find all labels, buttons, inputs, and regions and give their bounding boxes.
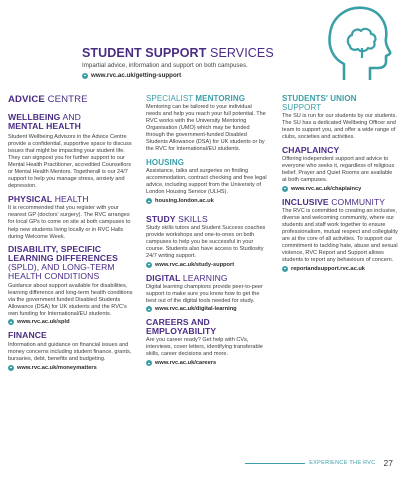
header-link[interactable] [82,72,181,79]
link-arrow-icon [146,262,152,268]
link-arrow-icon [82,73,88,79]
page-number: 27 [383,458,393,468]
page-header [0,0,403,86]
inclusive-community-text: The RVC is committed to creating an inclusive, diverse and welcoming community, where our students and staff work together to ensure professionalism, mutual respect and collegiality are at the core of all activities. To support our commitment to tackling hate, abuse and sexual violence, RVC Report and Support allows students to report any behaviours of concern. [282,207,398,264]
students-union-heading: STUDENTS' UNION SUPPORT [282,94,357,112]
footer-rule [245,463,305,464]
study-support-link[interactable]: www.rvc.ac.uk/study-support [146,262,268,268]
digital-learning-text: Digital learning champions provide peer-to-peer support to make sure you know how to get the best out of the digital tools needed for study. [146,283,263,304]
housing-heading: HOUSING [146,158,185,168]
link-arrow-icon [8,365,14,371]
chaplaincy-text: Offering independent support and advice to everyone who seeks it, regardless of religious belief. Prayer and Quiet Rooms are available at both campuses. [282,156,395,184]
mentoring-heading: SPECIALIST MENTORING [146,94,246,103]
disability-heading: DISABILITY, SPECIFIC LEARNING DIFFERENCES (SPLD), AND LONG-TERM HEALTH CONDITIONS [8,243,118,281]
report-and-support-link[interactable]: reportandsupport.rvc.ac.uk [282,266,398,272]
study-skills-heading: STUDY SKILLS [146,214,208,225]
footer-section-label: EXPERIENCE THE RVC [309,460,376,466]
inclusive-community-heading: INCLUSIVE COMMUNITY [282,196,386,207]
careers-text: Are you career ready? Get help with CVs, interviews, cover letters, identifying transferable skills, career decisions and more. [146,337,263,358]
digital-learning-heading: DIGITAL LEARNING [146,272,228,283]
chaplaincy-link[interactable]: www.rvc.ac.uk/chaplaincy [282,186,398,192]
title-light: SERVICES [206,46,274,60]
link-arrow-icon [146,360,152,366]
disability-text: Guidance about support available for disabilities, learning difference and long-term health conditions via the government funded Disabled Students Allowance (DSA) for UK students and the RVC's own funding for International/EU students. [8,282,133,317]
mentoring-text: Mentoring can be tailored to your individual needs and help you reach your full potential. The RVC works with the University Mentoring Organisation (UMO) which may be funded through the government-funded Disabled Students Allowance (DSA) for UK students or by the RVC for International/EU students. [146,104,266,153]
wellbeing-heading: WELLBEING AND MENTAL HEALTH [8,112,81,131]
link-arrow-icon [146,198,152,204]
link-arrow-icon [282,266,288,272]
header-link-text: www.rvc.ac.uk/getting-support [91,72,182,79]
students-union-text: The SU is run for our students by our students. The SU has a dedicated Wellbeing Officer and team to support you, and offer a wide range of clubs, societies and activities. [282,113,398,141]
finance-heading: FINANCE [8,330,47,341]
physical-health-text: It is recommended that you register with your nearest GP (doctors' surgery). The RVC arranges for local GPs to come on site at both campuses to help new students living locally or in RVC Halls during Welcome Week. [8,205,131,240]
head-illustration-icon [322,2,392,82]
spld-link[interactable]: www.rvc.ac.uk/spld [8,319,135,325]
housing-text: Assistance, talks and surgeries on finding accommodation, contract checking and free legal advice, including support from the University of London Housing Service (ULHS). [146,168,267,196]
page-footer [245,458,393,468]
moneymatters-link[interactable]: www.rvc.ac.uk/moneymatters [8,365,135,371]
careers-link[interactable]: www.rvc.ac.uk/careers [146,360,268,366]
physical-health-heading: PHYSICAL HEALTH [8,194,89,205]
finance-text: Information and guidance on financial issues and money concerns including student finance, grants, bursaries, debt, benefits and budgeting. [8,342,132,363]
column-right [282,94,398,272]
careers-heading: CAREERS AND EMPLOYABILITY [146,317,217,337]
column-left [8,94,135,371]
link-arrow-icon [282,186,288,192]
chaplaincy-heading: CHAPLAINCY [282,145,340,156]
page-title [82,46,274,60]
study-skills-text: Study skills tutors and Student Success coaches provide workshops and one-to-ones on both campuses to help you be successful in your course. Students also have access to Studiosity 24/7 writing support. [146,225,266,260]
title-bold: STUDENT SUPPORT [82,46,207,60]
housing-link[interactable]: housing.london.ac.uk [146,198,268,204]
page-subtitle: Impartial advice, information and support on both campuses. [82,62,248,69]
column-middle [146,94,268,366]
digital-learning-link[interactable]: www.rvc.ac.uk/digital-learning [146,306,268,312]
advice-centre-heading: ADVICE CENTRE [8,94,88,105]
wellbeing-text: Student Wellbeing Advisors in the Advice Centre provide a confidential, supportive space to discuss issues that might be impacting your student life. They can signpost you for further support to our Mental Health Practitioner, accredited Counsellors or Mental Health Mentors. Togetherall is our 24/7 support to help you manage stress, anxiety and depression. [8,134,132,190]
